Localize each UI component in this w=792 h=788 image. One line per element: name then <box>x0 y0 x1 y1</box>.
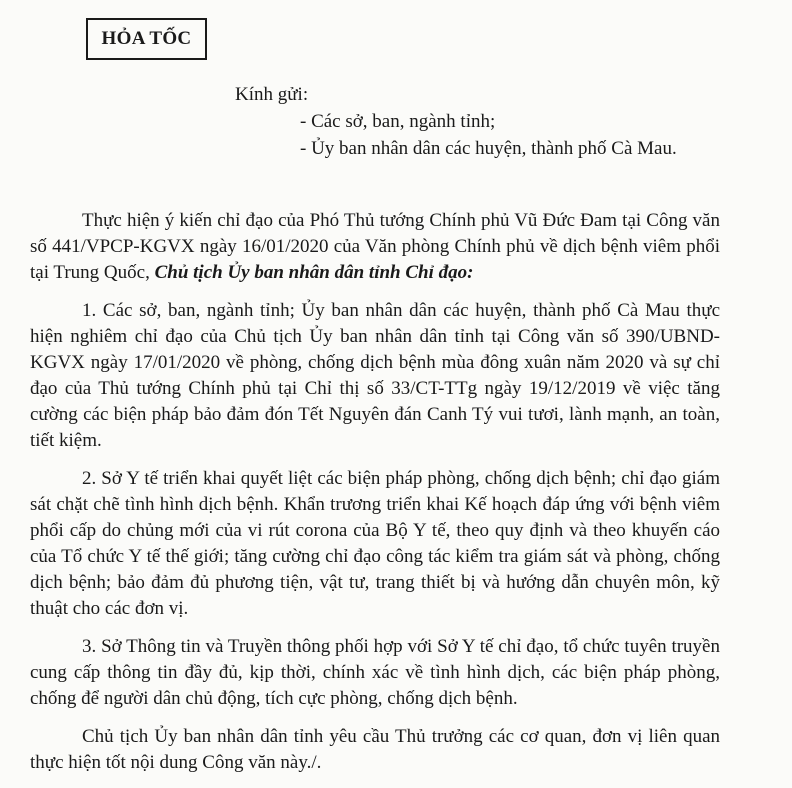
directive-item-2: 2. Sở Y tế triển khai quyết liệt các biện pháp phòng, chống dịch bệnh; chỉ đạo giám sát chặt chẽ tình hình dịch bệnh. Khẩn trương triển khai Kế hoạch đáp ứng với bệnh viêm phổi cấp do chủng mới của vi rút corona của Bộ Y tế, theo quy định và theo khuyến cáo của Tổ chức Y tế thế giới; tăng cường chỉ đạo công tác kiểm tra giám sát và phòng, chống dịch bệnh; bảo đảm đủ phương tiện, vật tư, trang thiết bị và hướng dẫn chuyên môn, kỹ thuật cho các đơn vị. <box>30 468 720 619</box>
closing-paragraph: Chủ tịch Ủy ban nhân dân tỉnh yêu cầu Thủ trưởng các cơ quan, đơn vị liên quan thực hiện tốt nội dung Công văn này./. <box>30 726 720 773</box>
recipient-greeting: Kính gửi: <box>235 84 309 105</box>
recipient-item: - Ủy ban nhân dân các huyện, thành phố Cà Mau. <box>300 138 677 159</box>
intro-text: Thực hiện ý kiến chỉ đạo của Phó Thủ tướng Chính phủ Vũ Đức Đam tại Công văn số 441/VPCP-KGVX ngày 16/01/2020 của Văn phòng Chính phủ về dịch bệnh viêm phổi tại Trung Quốc, <box>30 210 720 283</box>
document-body <box>30 208 720 788</box>
directive-item-3: 3. Sở Thông tin và Truyền thông phối hợp với Sở Y tế chỉ đạo, tổ chức tuyên truyền cung cấp thông tin đầy đủ, kịp thời, chính xác về tình hình dịch, các biện pháp phòng, chống để người dân chủ động, tích cực phòng, chống dịch bệnh. <box>30 636 720 709</box>
intro-emphasis: Chủ tịch Ủy ban nhân dân tỉnh Chỉ đạo: <box>154 262 474 283</box>
intro-paragraph <box>30 208 720 286</box>
urgency-stamp: HỎA TỐC <box>86 18 207 60</box>
directive-item-1: 1. Các sở, ban, ngành tỉnh; Ủy ban nhân dân các huyện, thành phố Cà Mau thực hiện nghiêm chỉ đạo của Chủ tịch Ủy ban nhân dân tỉnh tại Công văn số 390/UBND-KGVX ngày 17/01/2020 về phòng, chống dịch bệnh mùa đông xuân năm 2020 và sự chỉ đạo của Thủ tướng Chính phủ tại Chỉ thị số 33/CT-TTg ngày 19/12/2019 về việc tăng cường các biện pháp bảo đảm đón Tết Nguyên đán Canh Tý vui tươi, lành mạnh, an toàn, tiết kiệm. <box>30 300 720 451</box>
recipient-item: - Các sở, ban, ngành tỉnh; <box>300 111 496 132</box>
